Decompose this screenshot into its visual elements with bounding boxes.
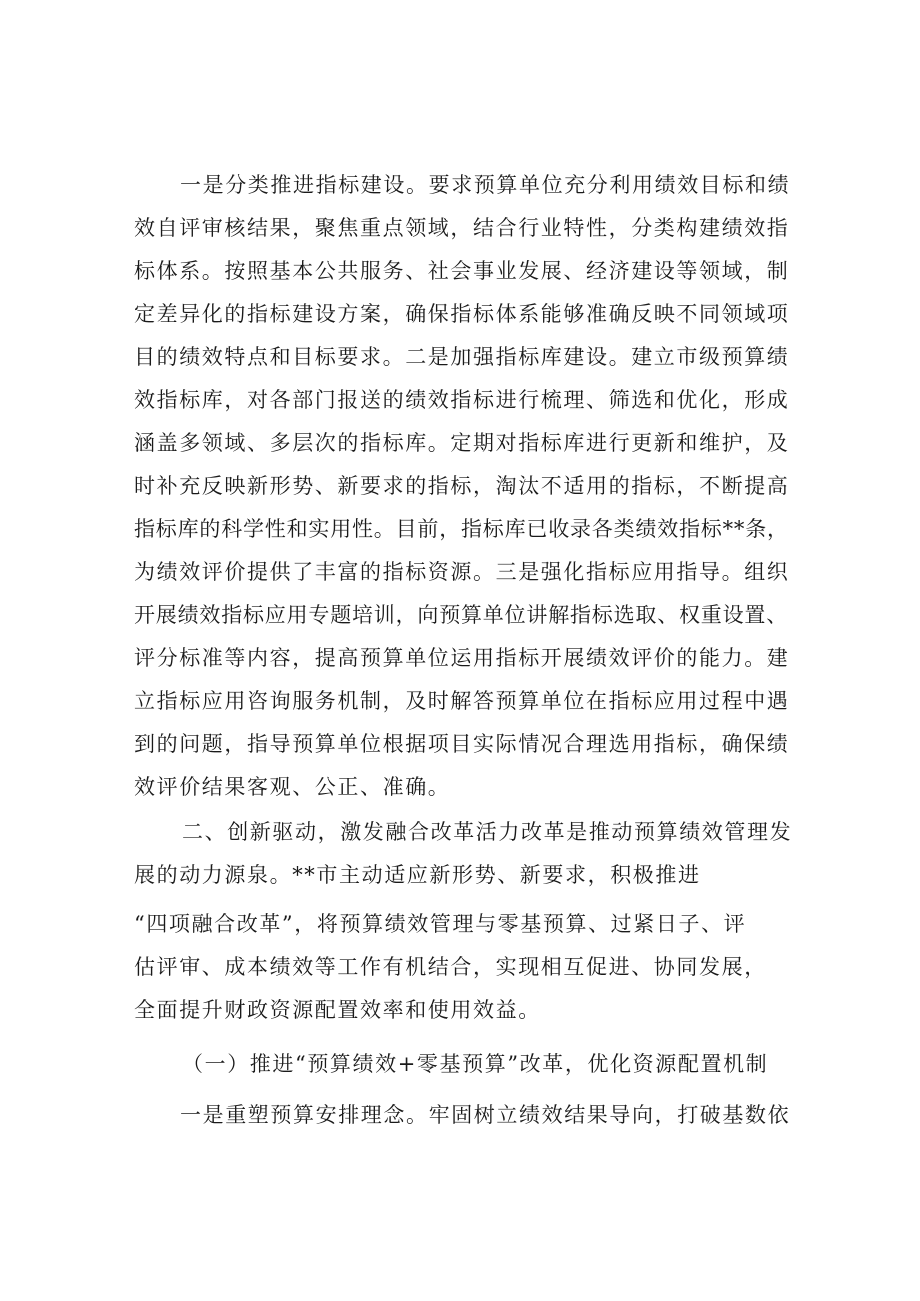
subsection-1-heading: （一）推进“预算绩效+零基预算”改革，优化资源配置机制 <box>182 1052 769 1076</box>
paragraph-1-line-13: 立指标应用咨询服务机制，及时解答预算单位在指标应用过程中遇 <box>134 689 790 713</box>
section-2-line-1: 二、创新驱动，激发融合改革活力改革是推动预算绩效管理发 <box>182 820 793 844</box>
paragraph-1-line-8: 时补充反映新形势、新要求的指标，淘汰不适用的指标，不断提高 <box>134 474 790 498</box>
paragraph-1-line-3: 标体系。按照基本公共服务、社会事业发展、经济建设等领域，制 <box>134 259 790 283</box>
paragraph-1-line-4: 定差异化的指标建设方案，确保指标体系能够准确反映不同领域项 <box>134 302 790 326</box>
paragraph-1-line-5: 目的绩效特点和目标要求。二是加强指标库建设。建立市级预算绩 <box>134 345 790 369</box>
paragraph-1-line-7: 涵盖多领域、多层次的指标库。定期对指标库进行更新和维护，及 <box>134 431 790 455</box>
paragraph-1-line-12: 评分标准等内容，提高预算单位运用指标开展绩效评价的能力。建 <box>134 646 790 670</box>
paragraph-1-line-15: 效评价结果客观、公正、准确。 <box>134 775 451 799</box>
section-2-line-2: 展的动力源泉。**市主动适应新形势、新要求，积极推进 <box>134 863 701 887</box>
section-2-line-3: “四项融合改革”，将预算绩效管理与零基预算、过紧日子、评 <box>134 912 747 936</box>
paragraph-1-line-14: 到的问题，指导预算单位根据项目实际情况合理选用指标，确保绩 <box>134 732 790 756</box>
paragraph-1-line-1: 一是分类推进指标建设。要求预算单位充分利用绩效目标和绩 <box>180 173 791 197</box>
paragraph-1-line-11: 开展绩效指标应用专题培训，向预算单位讲解指标选取、权重设置、 <box>134 603 788 627</box>
paragraph-1-line-2: 效自评审核结果，聚焦重点领域，结合行业特性，分类构建绩效指 <box>134 216 790 240</box>
paragraph-1-line-9: 指标库的科学性和实用性。目前，指标库已收录各类绩效指标**条， <box>134 517 789 541</box>
paragraph-1-line-10: 为绩效评价提供了丰富的指标资源。三是强化指标应用指导。组织 <box>134 560 790 584</box>
paragraph-1-line-6: 效指标库，对各部门报送的绩效指标进行梳理、筛选和优化，形成 <box>134 388 790 412</box>
section-2-line-4: 估评审、成本绩效等工作有机结合，实现相互促进、协同发展， <box>134 955 767 979</box>
paragraph-4-line-1: 一是重塑预算安排理念。牢固树立绩效结果导向，打破基数依 <box>180 1103 791 1127</box>
section-2-line-5: 全面提升财政资源配置效率和使用效益。 <box>134 998 541 1022</box>
